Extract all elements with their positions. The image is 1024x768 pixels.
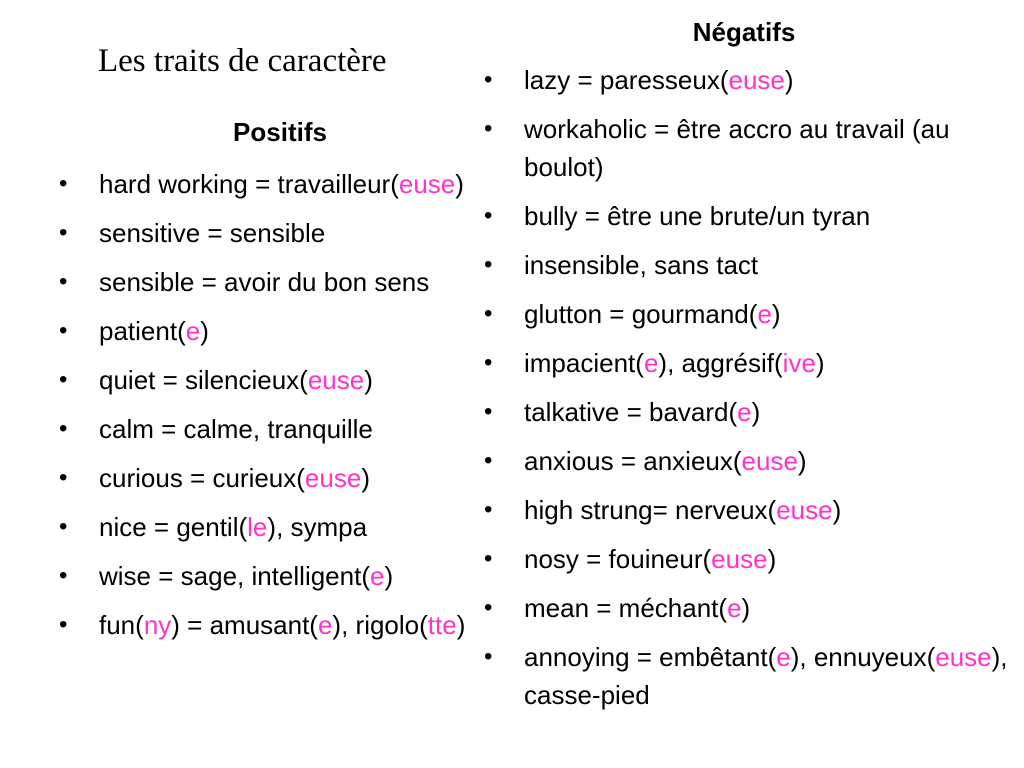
negative-trait-item <box>480 61 1024 99</box>
feminine-ending: e <box>727 593 742 623</box>
trait-text: travailleur( <box>277 169 399 199</box>
trait-text: curious = curieux( <box>99 463 305 493</box>
trait-text: ennuyeux( <box>813 642 936 672</box>
trait-text: ) <box>384 561 394 591</box>
trait-text: ) <box>767 544 777 574</box>
trait-text: impacient( <box>524 348 644 378</box>
feminine-ending: e <box>776 642 791 672</box>
positive-trait-item <box>55 410 505 448</box>
negative-traits-list <box>480 61 1024 725</box>
trait-text: high strung= nerveux( <box>524 495 777 525</box>
feminine-ending: euse <box>711 544 768 574</box>
trait-text: ) = amusant( <box>171 610 318 640</box>
trait-text: ) <box>364 365 373 395</box>
negative-trait-item <box>480 442 1024 480</box>
trait-text: travail (au boulot) <box>524 114 950 182</box>
negative-trait-item <box>480 110 1024 186</box>
negative-heading: Négatifs <box>692 17 796 47</box>
trait-text: rigolo( <box>355 610 428 640</box>
slide-title: Les traits de caractère <box>98 43 387 79</box>
trait-text: patient( <box>99 316 186 346</box>
trait-text: ) <box>832 495 842 525</box>
feminine-ending: e <box>185 316 201 346</box>
positive-trait-item <box>55 606 505 644</box>
feminine-ending: e <box>757 299 772 329</box>
feminine-ending: e <box>643 348 659 378</box>
trait-text: nice = gentil( <box>99 512 248 542</box>
feminine-ending: euse <box>304 463 362 493</box>
trait-text: ), sympa <box>267 512 368 542</box>
positive-trait-item <box>55 361 505 399</box>
positive-traits-list <box>55 165 505 655</box>
feminine-ending: tte <box>427 610 457 640</box>
trait-text: wise = sage, intelligent( <box>99 561 370 591</box>
trait-text: ), <box>332 610 356 640</box>
trait-text: ) <box>200 316 209 346</box>
positive-trait-item <box>55 508 505 546</box>
trait-text: ) <box>771 299 781 329</box>
positive-trait-item <box>55 214 505 252</box>
feminine-ending: euse <box>728 65 785 95</box>
trait-text: sensitive = sensible <box>99 218 326 248</box>
trait-text: hard working = <box>99 169 278 199</box>
feminine-ending: e <box>737 397 752 427</box>
negative-trait-item <box>480 393 1024 431</box>
feminine-ending: euse <box>776 495 833 525</box>
feminine-ending: euse <box>307 365 365 395</box>
positive-heading: Positifs <box>233 117 327 147</box>
feminine-ending: euse <box>935 642 992 672</box>
positive-trait-item <box>55 263 505 301</box>
trait-text: glutton = gourmand( <box>524 299 758 329</box>
positive-trait-item <box>55 312 505 350</box>
trait-text: ), <box>790 642 814 672</box>
trait-text: annoying = embêtant( <box>524 642 777 672</box>
feminine-ending: le <box>247 512 268 542</box>
trait-text: ) <box>797 446 807 476</box>
trait-text: quiet = silencieux( <box>99 365 308 395</box>
trait-text: lazy = paresseux( <box>524 65 729 95</box>
negative-trait-item <box>480 589 1024 627</box>
trait-text: ), aggrésif( <box>658 348 783 378</box>
negative-trait-item <box>480 344 1024 382</box>
trait-text: calm = calme, tranquille <box>99 414 373 444</box>
trait-text: bully = être une brute/un tyran <box>524 201 871 231</box>
trait-text: sensible = avoir du bon sens <box>99 267 430 297</box>
trait-text: ) <box>361 463 370 493</box>
feminine-ending: euse <box>398 169 456 199</box>
feminine-ending: e <box>369 561 385 591</box>
negative-trait-item <box>480 491 1024 529</box>
positive-trait-item <box>55 459 505 497</box>
trait-text: workaholic = être accro au <box>524 114 836 144</box>
positive-trait-item <box>55 165 505 203</box>
feminine-ending: ive <box>782 348 816 378</box>
trait-text: ) <box>784 65 794 95</box>
feminine-ending: e <box>317 610 333 640</box>
negative-trait-item <box>480 295 1024 333</box>
negative-trait-item <box>480 197 1024 235</box>
negative-trait-item <box>480 540 1024 578</box>
trait-text: ) <box>456 610 466 640</box>
trait-text: ) <box>455 169 464 199</box>
feminine-ending: ny <box>143 610 172 640</box>
trait-text: ) <box>815 348 825 378</box>
feminine-ending: euse <box>741 446 798 476</box>
trait-text: nosy = fouineur( <box>524 544 712 574</box>
trait-text: ), casse-pied <box>524 642 1008 710</box>
negative-trait-item <box>480 246 1024 284</box>
negative-trait-item <box>480 638 1024 714</box>
trait-text: ) <box>741 593 751 623</box>
trait-text: fun( <box>99 610 144 640</box>
trait-text: anxious = anxieux( <box>524 446 742 476</box>
trait-text: insensible, sans tact <box>524 250 759 280</box>
positive-trait-item <box>55 557 505 595</box>
trait-text: ) <box>751 397 761 427</box>
trait-text: talkative = bavard( <box>524 397 738 427</box>
trait-text: mean = méchant( <box>524 593 728 623</box>
